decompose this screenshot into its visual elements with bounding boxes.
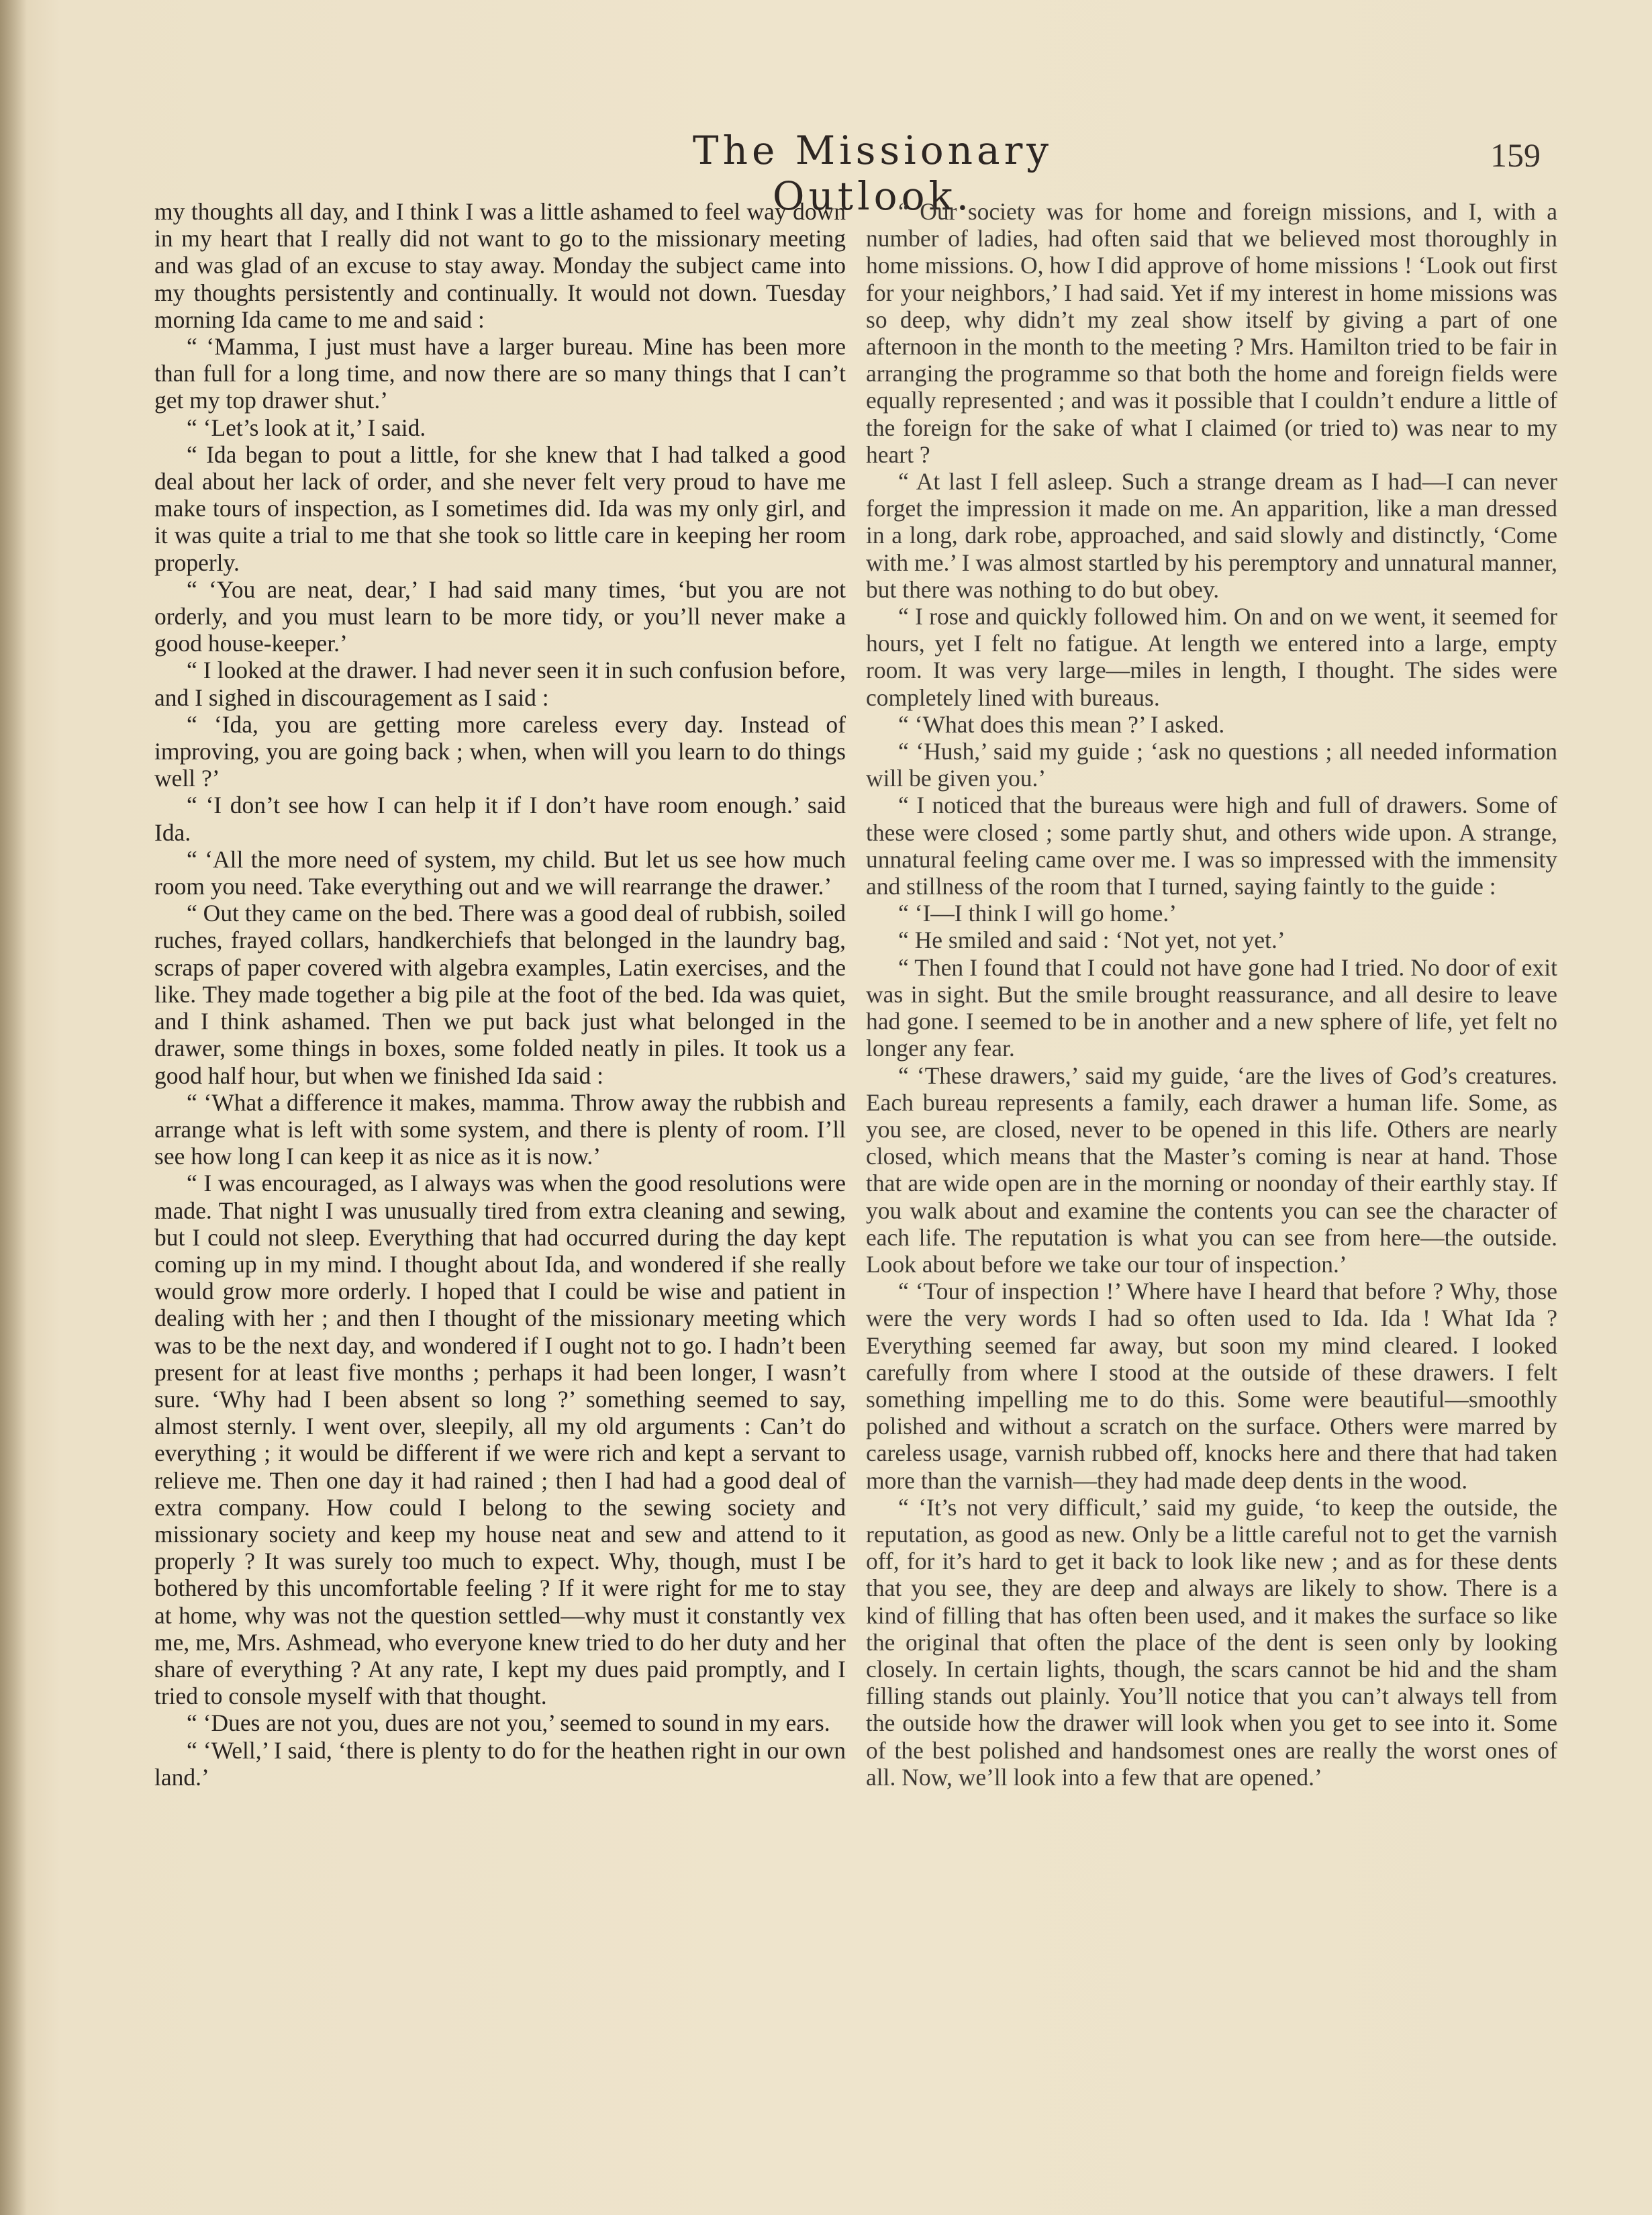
paragraph: “ ‘It’s not very difficult,’ said my guide, ‘to keep the outside, the reputation, as good as new. Only be a little careful not to get the varnish off, for it’s hard to get it back to look like new ; and as for these dents that you see, they are deep and always are likely to show. There is a kind of filling that has often been used, and it makes the surface so like the original that often the place of the dent is seen only by looking closely. In certain lights, though, the scars cannot be hid and the sham filling stands out plainly. You’ll notice that you can’t always tell from the outside how the drawer will look when you get to see into it. Some of the best polished and handsomest ones are really the worst ones of all. Now, we’ll look into a few that are opened.’ [866, 1493, 1557, 1791]
paragraph: “ ‘You are neat, dear,’ I had said many times, ‘but you are not orderly, and you must learn to be more tidy, or you’ll never make a good house-keeper.’ [154, 575, 846, 657]
paragraph: “ Our society was for home and foreign missions, and I, with a number of ladies, had often said that we believed most thoroughly in home missions. O, how I did approve of home missions ! ‘Look out first for your neighbors,’ I had said. Yet if my interest in home missions was so deep, why didn’t my zeal show itself by giving a part of one afternoon in the month to the meeting ? Mrs. Hamilton tried to be fair in arranging the programme so that both the home and foreign fields were equally represented ; and was it possible that I couldn’t endure a little of the foreign for the sake of what I claimed (or tried to) was near to my heart ? [866, 198, 1557, 468]
paragraph: “ ‘Let’s look at it,’ I said. [187, 414, 426, 441]
book-spine-shadow [0, 0, 27, 2215]
right-column [866, 198, 1557, 2145]
paragraph: “ Ida began to pout a little, for she knew that I had talked a good deal about her lack of order, and she never felt very proud to have me make tours of inspection, as I sometimes did. Ida was my only girl, and it was quite a trial to me that she took so little care in keeping her room properly. [154, 440, 846, 576]
paragraph: “ ‘Mamma, I just must have a larger bureau. Mine has been more than full for a long time, and now there are so many things that I can’t get my top drawer shut.’ [154, 333, 846, 414]
paragraph: “ ‘Dues are not you, dues are not you,’ seemed to sound in my ears. [187, 1709, 830, 1737]
paragraph: “ ‘These drawers,’ said my guide, ‘are the lives of God’s creatures. Each bureau represents a family, each drawer a human life. Some, as you see, are closed, never to be opened in this life. Others are nearly closed, which means that the Master’s coming is near at hand. Those that are wide open are in the morning or noonday of their earthly stay. If you walk about and examine the contents you can see the character of each life. The reputation is what you can see from here—the outside. Look about before we take our tour of inspection.’ [866, 1062, 1557, 1278]
paragraph: “ ‘Ida, you are getting more careless every day. Instead of improving, you are going back ; when, when will you learn to do things well ?’ [154, 710, 846, 792]
paragraph: “ ‘I—I think I will go home.’ [898, 900, 1177, 927]
paragraph: “ ‘Tour of inspection !’ Where have I heard that before ? Why, those were the very words I had so often used to Ida. Ida ! What Ida ? Everything seemed far away, but soon my mind cleared. I looked carefully from where I stood at the outside of these drawers. I felt something impelling me to do this. Some were beautiful—smoothly polished and without a scratch on the surface. Others were marred by careless usage, varnish rubbed off, knocks here and there that had taken more than the varnish—they had made deep dents in the wood. [866, 1278, 1557, 1494]
paragraph: “ I was encouraged, as I always was when the good resolutions were made. That night I was unusually tired from extra cleaning and sewing, but I could not sleep. Everything that had occurred during the day kept coming up in my mind. I thought about Ida, and wondered if she really would grow more orderly. I hoped that I could be wise and patient in dealing with her ; and then I thought of the missionary meeting which was to be the next day, and wondered if I ought not to go. I hadn’t been present for at least five months ; perhaps it had been longer, I wasn’t sure. ‘Why had I been absent so long ?’ something seemed to say, almost sternly. I went over, sleepily, all my old arguments : Can’t do everything ; it would be different if we were rich and kept a servant to relieve me. Then one day it had rained ; then I had had a good deal of extra company. How could I belong to the sewing society and missionary society and keep my house neat and sew and attend to it properly ? It was surely too much to expect. Why, though, must I be bothered by this uncomfortable feeling ? If it were right for me to stay at home, why was not the question settled—why must it constantly vex me, me, Mrs. Ashmead, who everyone knew tried to do her duty and her share of everything ? At any rate, I kept my dues paid promptly, and I tried to console myself with that thought. [154, 1170, 846, 1710]
paragraph: “ ‘Well,’ I said, ‘there is plenty to do for the heathen right in our own land.’ [154, 1736, 846, 1791]
paragraph: “ Out they came on the bed. There was a good deal of rubbish, soiled ruches, frayed collars, handkerchiefs that belonged in the laundry bag, scraps of paper covered with algebra examples, Latin exercises, and the like. They made together a big pile at the foot of the bed. Ida was quiet, and I think ashamed. Then we put back just what belonged in the drawer, some things in boxes, some folded neatly in piles. It took us a good half hour, but when we finished Ida said : [154, 900, 846, 1089]
paragraph: “ ‘What a difference it makes, mamma. Throw away the rubbish and arrange what is left with some system, and there is plenty of room. I’ll see how long I can keep it as nice as it is now.’ [154, 1088, 846, 1170]
paragraph: “ Then I found that I could not have gone had I tried. No door of exit was in sight. But the smile brought reassurance, and all desire to leave had gone. I seemed to be in another and a new sphere of life, yet felt no longer any fear. [866, 953, 1557, 1062]
paragraph: my thoughts all day, and I think I was a little ashamed to feel way down in my heart that I really did not want to go to the missionary meeting and was glad of an excuse to stay away. Monday the subject came into my thoughts persistently and continually. It would not down. Tuesday morning Ida came to me and said : [154, 198, 846, 333]
left-column [154, 198, 846, 2145]
paragraph: “ ‘I don’t see how I can help it if I don’t have room enough.’ said Ida. [154, 792, 846, 846]
paragraph: “ I noticed that the bureaus were high and full of drawers. Some of these were closed ; some partly shut, and others wide upon. A strange, unnatural feeling came over me. I was so impressed with the immensity and stillness of the room that I turned, saying faintly to the guide : [866, 792, 1557, 900]
paragraph: “ At last I fell asleep. Such a strange dream as I had—I can never forget the impression it made on me. An apparition, like a man dressed in a long, dark robe, approached, and said slowly and distinctly, ‘Come with me.’ I was almost startled by his peremptory and unnatural manner, but there was nothing to do but obey. [866, 468, 1557, 603]
paragraph: “ I rose and quickly followed him. On and on we went, it seemed for hours, yet I felt no fatigue. At length we entered into a large, empty room. It was very large—miles in length, I thought. The sides were completely lined with bureaus. [866, 603, 1557, 711]
magazine-title: The Missionary Outlook. [692, 128, 1053, 219]
paragraph: “ He smiled and said : ‘Not yet, not yet.’ [898, 927, 1285, 954]
page-number: 159 [1490, 136, 1541, 174]
paragraph: “ I looked at the drawer. I had never seen it in such confusion before, and I sighed in discouragement as I said : [154, 657, 846, 711]
paragraph: “ ‘Hush,’ said my guide ; ‘ask no questions ; all needed information will be given you.’ [866, 738, 1557, 792]
paragraph: “ ‘What does this mean ?’ I asked. [898, 710, 1225, 738]
page-header [0, 128, 1652, 219]
paragraph: “ ‘All the more need of system, my child. But let us see how much room you need. Take everything out and we will rearrange the drawer.’ [154, 845, 846, 900]
